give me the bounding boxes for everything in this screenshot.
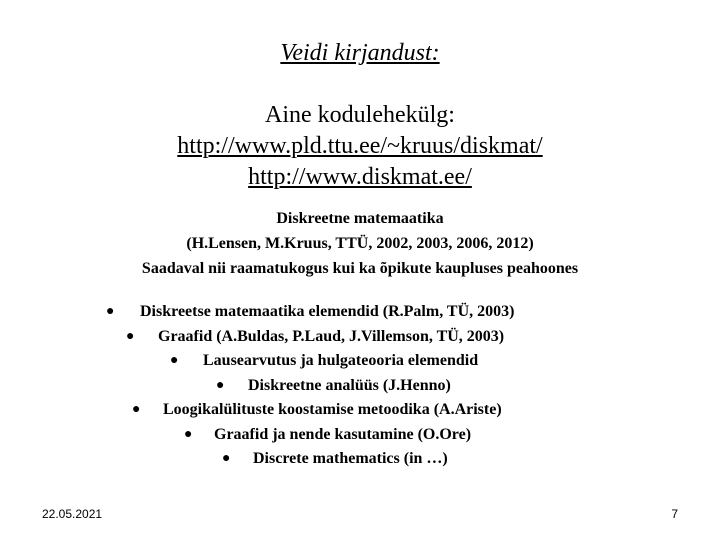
- book-availability: Saadaval nii raamatukogus kui ka õpikute kaupluses peahoones: [141, 260, 579, 277]
- homepage-label: Aine kodulehekülg:: [265, 102, 455, 128]
- bullet-icon: ●: [106, 304, 115, 319]
- list-item: [0, 423, 720, 448]
- book-title: Diskreetne matemaatika: [276, 210, 444, 227]
- list-item: [0, 398, 720, 423]
- homepage-section: [0, 100, 720, 193]
- list-item: [0, 325, 720, 350]
- reference-text: Graafid ja nende kasutamine (O.Ore): [214, 425, 472, 443]
- bullet-icon: ●: [184, 426, 193, 442]
- reference-text: Lausearvutus ja hulgateooria elemendid: [203, 352, 479, 369]
- footer-date: 22.05.2021: [42, 507, 103, 521]
- bullet-icon: ●: [170, 353, 179, 368]
- slide-title: Veidi kirjandust:: [280, 40, 440, 66]
- homepage-link-2[interactable]: http://www.diskmat.ee/: [248, 164, 472, 190]
- main-book-section: [0, 206, 720, 281]
- list-item: [0, 349, 720, 374]
- list-item: [0, 447, 720, 472]
- bullet-icon: ●: [132, 402, 141, 417]
- homepage-link-1[interactable]: http://www.pld.ttu.ee/~kruus/diskmat/: [177, 133, 543, 159]
- reference-list: [0, 300, 720, 472]
- bullet-icon: ●: [126, 328, 135, 344]
- list-item: [0, 374, 720, 399]
- reference-text: Diskreetse matemaatika elemendid (R.Palm, TÜ, 2003): [140, 303, 515, 320]
- bullet-icon: ●: [216, 377, 225, 393]
- reference-text: Discrete mathematics (in …): [253, 450, 448, 467]
- page-number: 7: [671, 507, 678, 521]
- reference-text: Diskreetne analüüs (J.Henno): [248, 376, 451, 394]
- book-authors: (H.Lensen, M.Kruus, TTÜ, 2002, 2003, 2006, 2012): [186, 235, 534, 252]
- list-item: [0, 300, 720, 325]
- reference-text: Graafid (A.Buldas, P.Laud, J.Villemson, TÜ, 2003): [158, 327, 505, 345]
- reference-text: Loogikalülituste koostamise metoodika (A.Ariste): [163, 401, 502, 418]
- bullet-icon: ●: [222, 451, 231, 466]
